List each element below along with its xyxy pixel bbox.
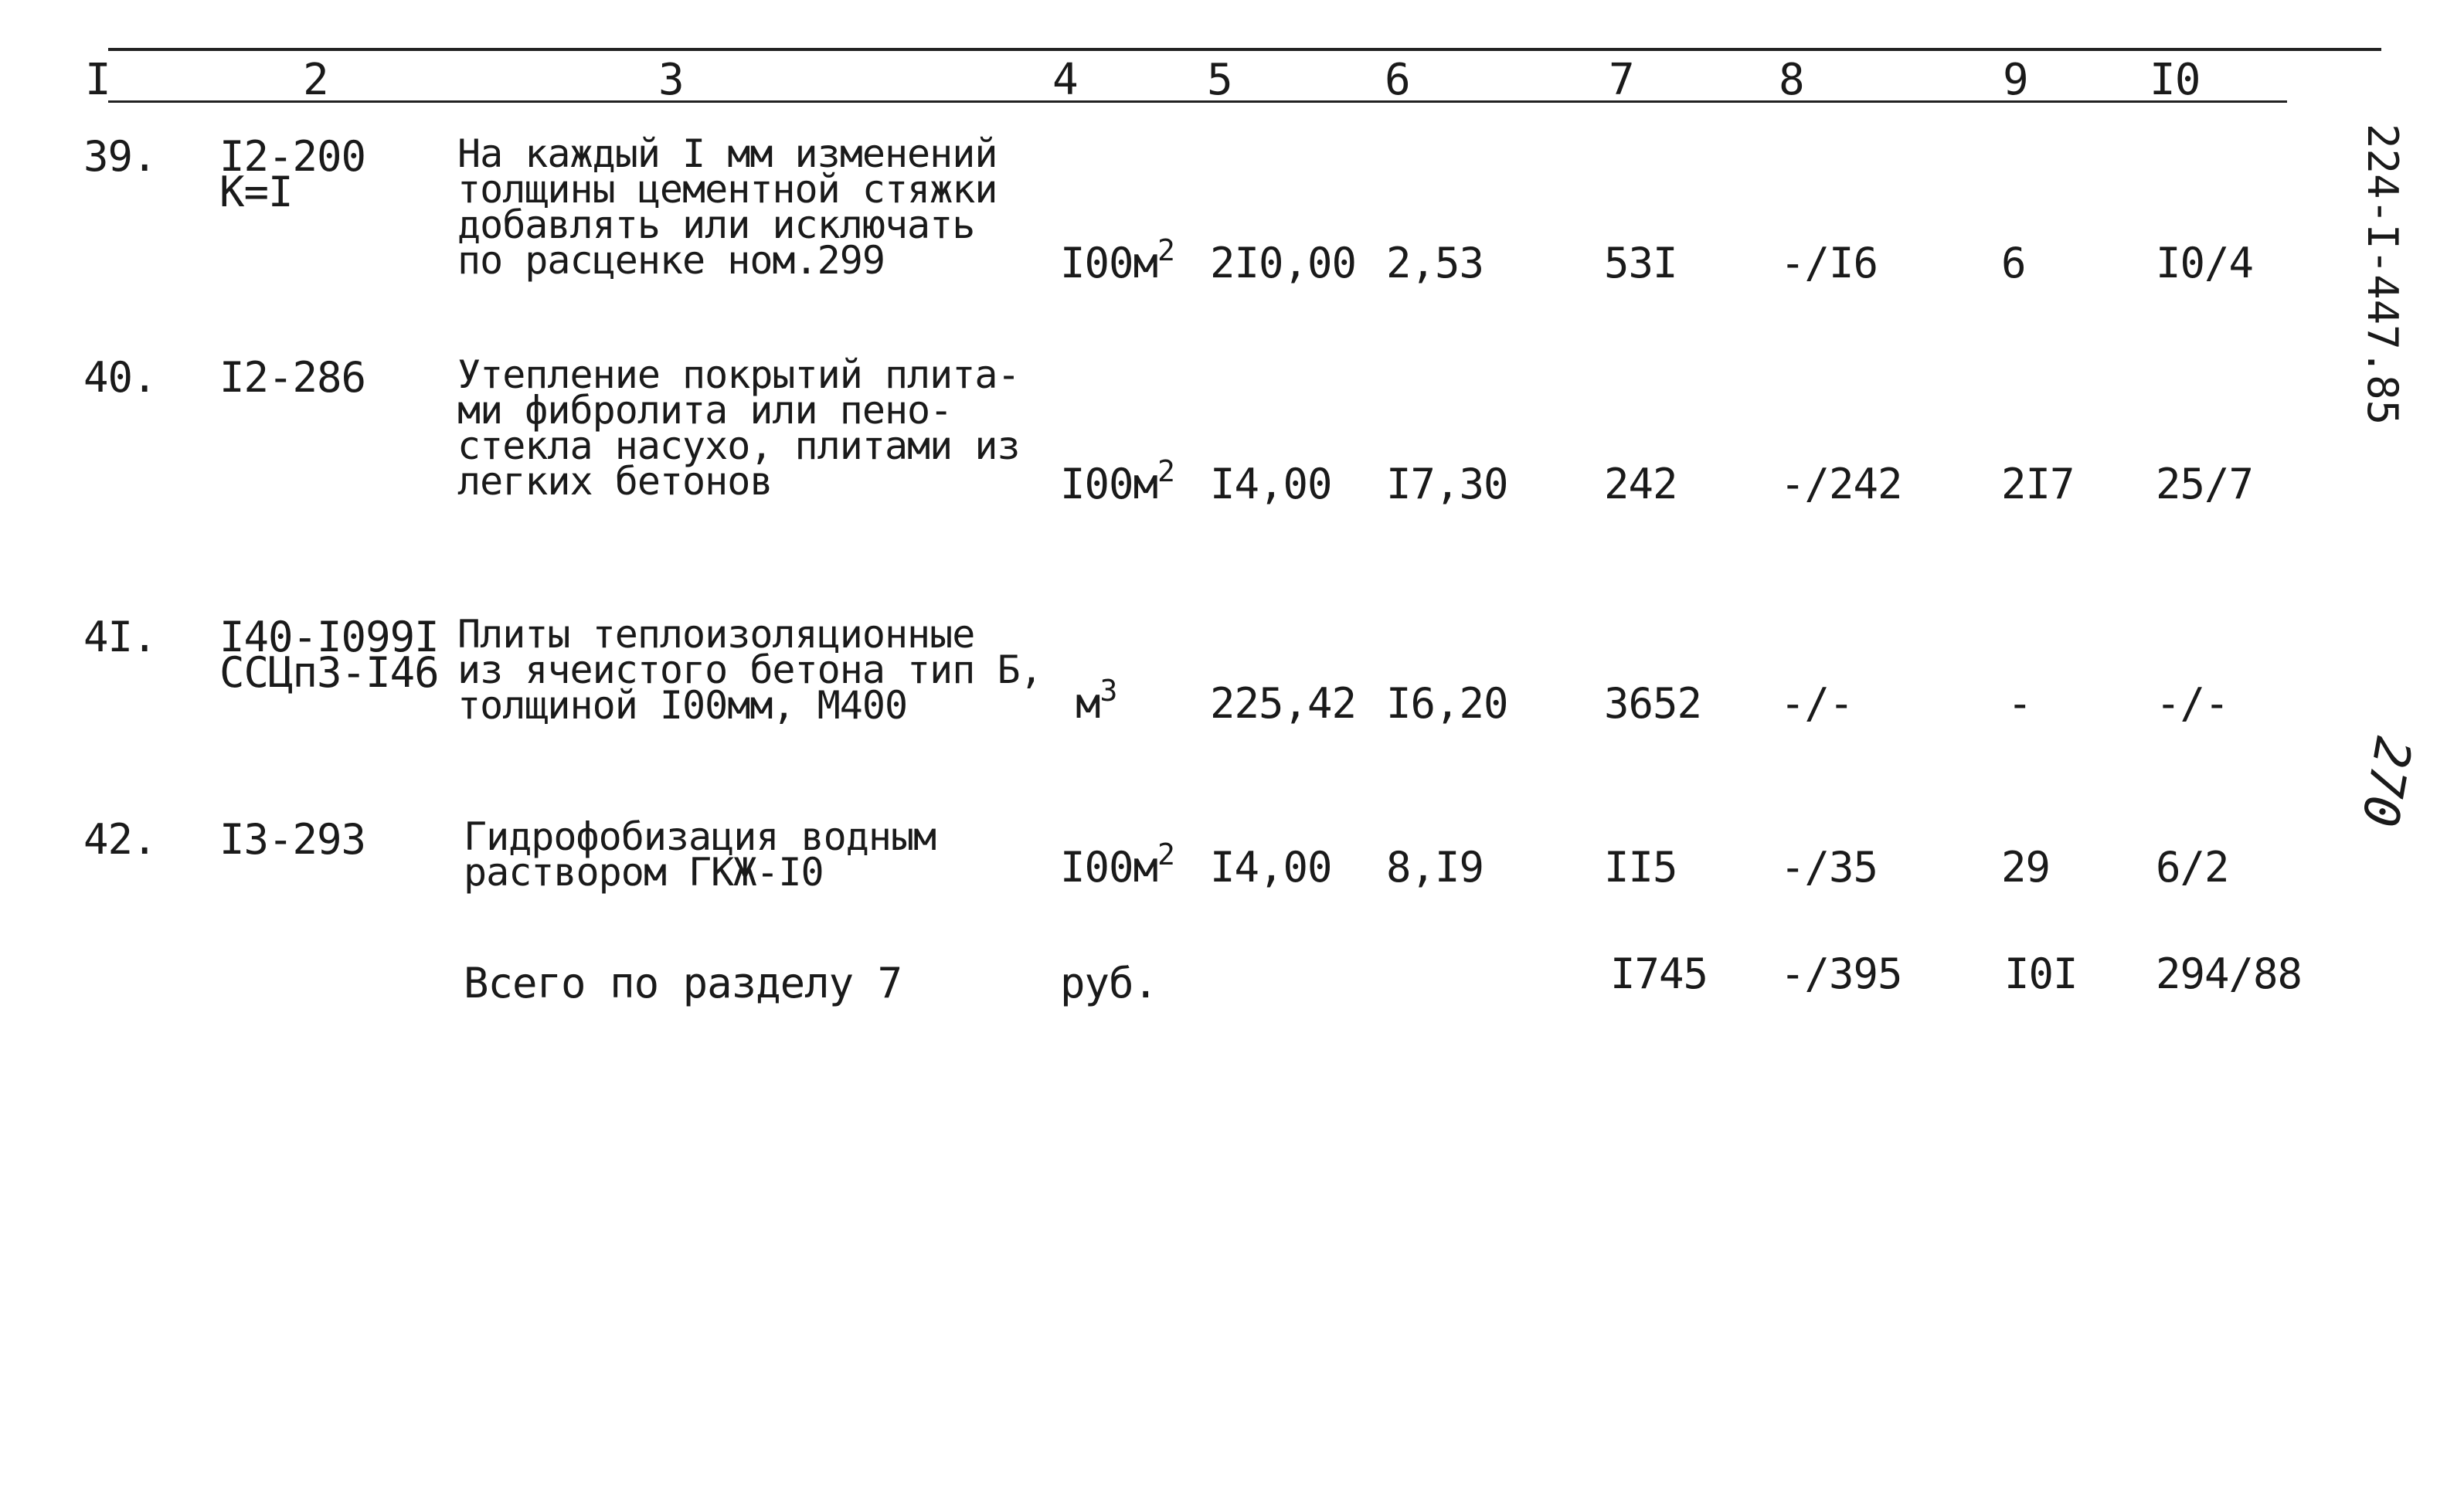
summary-col9: I0I [2004,950,2078,998]
row-qty: I7,30 [1386,460,1508,508]
row-description-line-2: ми фибролита или пено- [457,388,953,433]
row-col9: 2I7 [2001,460,2075,508]
row-col10: 25/7 [2156,460,2254,508]
row-number: 42. [83,815,157,864]
row-unit [1076,674,1117,728]
row-qty: 8,I9 [1386,843,1484,892]
row-code-line-1: I40-I099I [219,613,439,661]
row-code-line-1: I2-286 [219,353,366,402]
row-price: I4,00 [1210,843,1332,892]
row-col8: -/- [1780,679,1854,728]
row-total: 242 [1604,460,1677,508]
header-col-6: 6 [1385,55,1410,105]
row-description-line-3: толщиной I00мм, М400 [457,683,908,728]
row-code-line-1: I2-200 [219,132,366,181]
header-col-4: 4 [1052,55,1078,105]
table-top-rule [108,48,2381,51]
summary-unit: руб. [1060,959,1158,1007]
page-number: 270 [2350,732,2422,831]
unit-base: I00м [1060,239,1158,287]
row-description-line-1: На каждый I мм изменений [457,131,997,176]
header-col-10: I0 [2150,55,2201,105]
row-total: 53I [1604,239,1677,287]
row-description-line-2: из ячеистого бетона тип Б, [457,647,1042,692]
header-col-7: 7 [1609,55,1634,105]
row-col8: -/I6 [1780,239,1878,287]
header-col-8: 8 [1779,55,1804,105]
summary-col10: 294/88 [2156,950,2303,998]
document-reference-code: 224-I-447.85 [2358,124,2407,426]
unit-superscript: 2 [1157,454,1174,488]
row-col8: -/35 [1780,843,1878,892]
row-price: I4,00 [1210,460,1332,508]
row-description-line-1: Плиты теплоизоляционные [457,612,975,657]
header-col-5: 5 [1207,55,1232,105]
row-description-line-4: по расценке ном.299 [457,238,885,283]
row-number: 40. [83,353,157,402]
row-description-line-1: Утепление покрытий плита- [457,352,1020,397]
row-col8: -/242 [1780,460,1902,508]
row-description-line-3: стекла насухо, плитами из [457,423,1020,468]
unit-base: м [1076,679,1100,728]
summary-label: Всего по разделу 7 [464,959,902,1007]
row-code-line-2: ССЦп3-I46 [219,648,439,697]
row-qty: I6,20 [1386,679,1508,728]
row-number: 4I. [83,613,157,661]
row-unit [1060,454,1174,508]
row-unit [1060,233,1174,287]
unit-base: I00м [1060,460,1158,508]
row-description-line-2: толщины цементной стяжки [457,167,997,212]
row-description-line-1: Гидрофобизация водным [464,814,936,859]
row-qty: 2,53 [1386,239,1484,287]
header-col-2: 2 [303,55,328,105]
row-unit [1060,837,1174,892]
row-number: 39. [83,132,157,181]
row-code-line-2: К=I [219,168,293,216]
row-total: 3652 [1604,679,1702,728]
summary-total: I745 [1610,950,1708,998]
row-col10: 6/2 [2156,843,2229,892]
row-code-line-1: I3-293 [219,815,366,864]
row-description-line-4: легких бетонов [457,459,773,504]
row-price: 225,42 [1210,679,1357,728]
row-col10: I0/4 [2156,239,2254,287]
row-col9: 29 [2001,843,2051,892]
unit-superscript: 3 [1099,674,1117,708]
unit-superscript: 2 [1157,233,1174,267]
header-col-9: 9 [2003,55,2028,105]
row-col9: - [2007,679,2032,728]
row-total: II5 [1604,843,1677,892]
row-col10: -/- [2156,679,2229,728]
unit-base: I00м [1060,843,1158,892]
row-description-line-2: раствором ГКЖ-I0 [464,850,824,895]
row-col9: 6 [2001,239,2026,287]
header-bottom-rule [108,100,2287,103]
row-price: 2I0,00 [1210,239,1357,287]
row-description-line-3: добавлять или исключать [457,202,975,247]
unit-superscript: 2 [1157,837,1174,871]
summary-col8: -/395 [1780,950,1902,998]
header-col-3: 3 [658,55,684,105]
header-col-1: I [85,55,110,105]
